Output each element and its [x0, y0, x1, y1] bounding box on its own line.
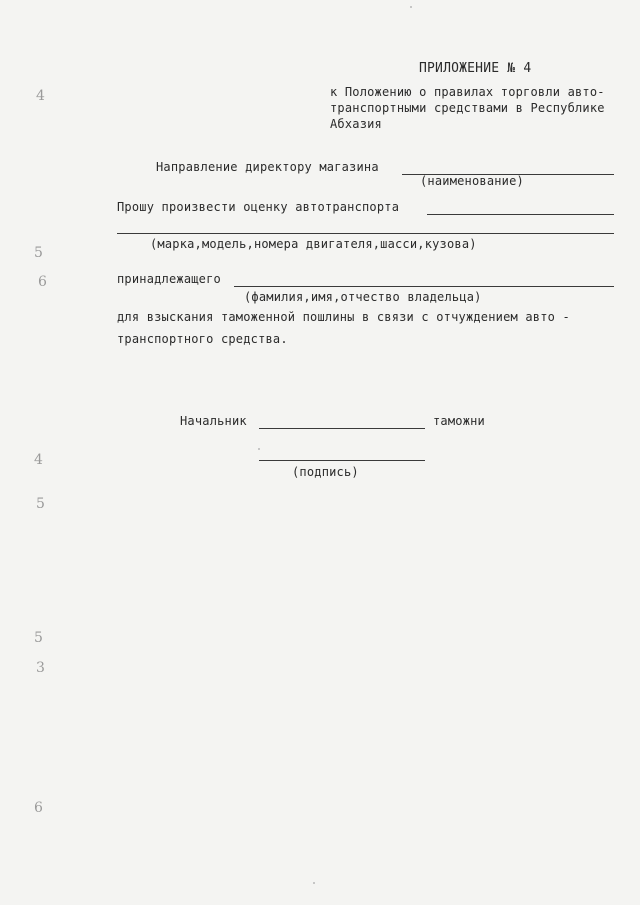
signature-caption: (подпись)	[292, 465, 359, 479]
margin-mark: 6	[34, 800, 43, 816]
owner-caption: (фамилия,имя,отчество владельца)	[244, 290, 482, 304]
speck	[313, 882, 315, 884]
customs-label: таможни	[433, 414, 485, 428]
vehicle-line-2	[117, 233, 614, 234]
vehicle-line-1	[427, 214, 614, 215]
margin-mark: 4	[36, 88, 45, 104]
margin-mark: 3	[36, 660, 45, 676]
margin-mark: 5	[36, 496, 45, 512]
store-name-caption: (наименование)	[420, 174, 524, 188]
head-label: Начальник	[180, 414, 247, 428]
owner-line	[234, 286, 614, 287]
appendix-title: ПРИЛОЖЕНИЕ № 4	[419, 61, 532, 76]
speck	[258, 448, 260, 450]
speck	[410, 6, 412, 8]
request-label: Прошу произвести оценку автотранспорта	[117, 200, 400, 214]
margin-mark: 5	[34, 630, 43, 646]
vehicle-caption: (марка,модель,номера двигателя,шасси,кузова)	[150, 237, 477, 251]
owner-label: принадлежащего	[117, 272, 221, 286]
purpose-line-2: транспортного средства.	[117, 332, 288, 346]
reference-line-2: транспортными средствами в Республике	[330, 101, 605, 115]
direction-label: Направление директору магазина	[156, 160, 379, 174]
reference-line-1: к Положению о правилах торговли авто-	[330, 85, 605, 99]
margin-mark: 6	[38, 274, 47, 290]
margin-mark: 4	[34, 452, 43, 468]
margin-mark: 5	[34, 245, 43, 261]
signature-line	[259, 460, 425, 461]
head-name-line	[259, 428, 425, 429]
reference-line-3: Абхазия	[330, 117, 382, 131]
purpose-line-1: для взыскания таможенной пошлины в связи с отчуждением авто -	[117, 310, 570, 324]
